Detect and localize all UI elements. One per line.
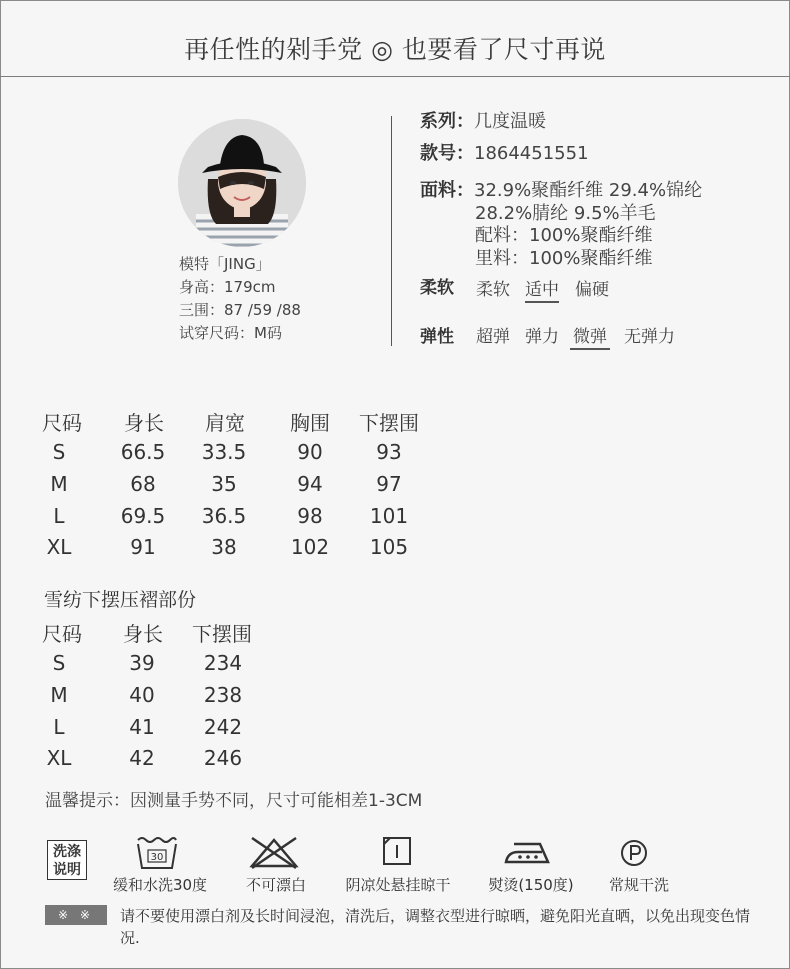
size-header-length: 身长: [124, 411, 164, 435]
care-label-no-bleach: 不可漂白: [245, 876, 306, 894]
size-cell: 38: [211, 535, 237, 559]
size-cell: 35: [211, 472, 237, 496]
vertical-divider: [391, 116, 392, 346]
pleat-cell: 242: [203, 715, 243, 739]
care-label-wash: 缓和水洗30度: [112, 876, 208, 894]
dry-clean-icon: [620, 839, 648, 867]
model-photo: [178, 119, 306, 247]
pleat-cell: XL: [46, 746, 72, 770]
model-height: 身高：179cm: [179, 278, 276, 296]
pleat-cell: 42: [129, 746, 155, 770]
hang-dry-icon: [382, 836, 412, 866]
size-cell: 36.5: [201, 504, 247, 528]
size-cell: M: [50, 472, 68, 496]
size-cell: 69.5: [120, 504, 166, 528]
size-cell: 93: [376, 440, 402, 464]
wash-instructions-badge: [47, 840, 87, 880]
measurement-tip: 温馨提示：因测量手势不同，尺寸可能相差1-3CM: [45, 791, 423, 811]
size-cell: 33.5: [201, 440, 247, 464]
wash-temp-text: 30: [150, 852, 164, 863]
note-badge: ※ ※: [45, 905, 107, 925]
pleat-section-title: 雪纺下摆压褶部份: [44, 589, 197, 611]
model-info: [179, 253, 301, 345]
softness-option-hard: 偏硬: [575, 280, 609, 300]
care-label-dry-clean: 常规干洗: [608, 876, 669, 894]
pleat-cell: 238: [203, 683, 243, 707]
pleat-header-hem: 下摆围: [192, 622, 252, 646]
spec-fabric-value: 32.9%聚酯纤维 29.4%锦纶: [474, 180, 703, 201]
spec-accessory: 配料：100%聚酯纤维: [475, 225, 653, 246]
size-cell: 102: [290, 535, 330, 559]
size-cell: 90: [297, 440, 323, 464]
iron-icon: [504, 840, 554, 866]
pleat-cell: M: [50, 683, 68, 707]
size-cell: S: [52, 440, 66, 464]
wash-badge-line1: 洗涤: [53, 844, 81, 860]
spec-style-key: 款号：: [420, 143, 474, 164]
spec-series-key: 系列：: [420, 111, 474, 132]
elasticity-option-slight: 微弹: [570, 322, 610, 350]
size-cell: 105: [369, 535, 409, 559]
spec-fabric-key: 面料：: [420, 180, 474, 201]
softness-option-soft: 柔软: [476, 280, 510, 300]
pleat-cell: S: [52, 651, 66, 675]
page-title: 再任性的剁手党 ◎ 也要看了尺寸再说: [184, 35, 606, 64]
elasticity-option-super: 超弹: [476, 327, 510, 347]
size-cell: 101: [369, 504, 409, 528]
size-cell: 91: [130, 535, 156, 559]
spec-style-no: [420, 139, 589, 165]
spec-lining: 里料：100%聚酯纤维: [475, 248, 653, 269]
header-divider: [0, 76, 790, 77]
size-cell: 68: [130, 472, 156, 496]
care-label-hang-dry: 阴凉处悬挂晾干: [345, 876, 451, 894]
spec-fabric-line2: 28.2%腈纶 9.5%羊毛: [475, 203, 656, 224]
size-cell: L: [53, 504, 65, 528]
pleat-cell: 246: [203, 746, 243, 770]
size-header-shoulder: 肩宽: [205, 411, 245, 435]
size-header-size: 尺码: [42, 411, 82, 435]
size-cell: XL: [46, 535, 72, 559]
no-bleach-icon: [248, 836, 300, 870]
model-name: 模特「JING」: [179, 255, 271, 273]
wash-badge-line2: 说明: [53, 862, 81, 878]
elasticity-option-none: 无弹力: [624, 327, 675, 347]
pleat-header-length: 身长: [123, 622, 163, 646]
elasticity-option-elastic: 弹力: [525, 327, 559, 347]
pleat-cell: 41: [129, 715, 155, 739]
softness-label: 柔软: [420, 278, 454, 298]
pleat-cell: 39: [129, 651, 155, 675]
spec-series: [420, 107, 546, 133]
spec-style-value: 1864451551: [474, 143, 589, 164]
model-size: 试穿尺码：M码: [179, 324, 282, 342]
size-cell: 94: [297, 472, 323, 496]
wash-30-icon: [136, 836, 178, 870]
pleat-header-size: 尺码: [42, 622, 82, 646]
elasticity-label: 弹性: [420, 327, 454, 347]
size-header-hem: 下摆围: [359, 411, 419, 435]
size-cell: 66.5: [120, 440, 166, 464]
pleat-cell: 234: [203, 651, 243, 675]
care-note-text: 请不要使用漂白剂及长时间浸泡，清洗后，调整衣型进行晾晒，避免阳光直晒，以免出现变色情况.: [120, 907, 751, 947]
softness-option-medium: 适中: [525, 275, 559, 303]
pleat-cell: L: [53, 715, 65, 739]
spec-series-value: 几度温暖: [474, 111, 546, 132]
model-measurements: 三围：87 /59 /88: [179, 301, 301, 319]
pleat-cell: 40: [129, 683, 155, 707]
model-portrait-illustration: [178, 119, 306, 247]
size-cell: 98: [297, 504, 323, 528]
size-cell: 97: [376, 472, 402, 496]
size-header-chest: 胸围: [290, 411, 330, 435]
care-label-iron: 熨烫(150度): [488, 876, 574, 894]
